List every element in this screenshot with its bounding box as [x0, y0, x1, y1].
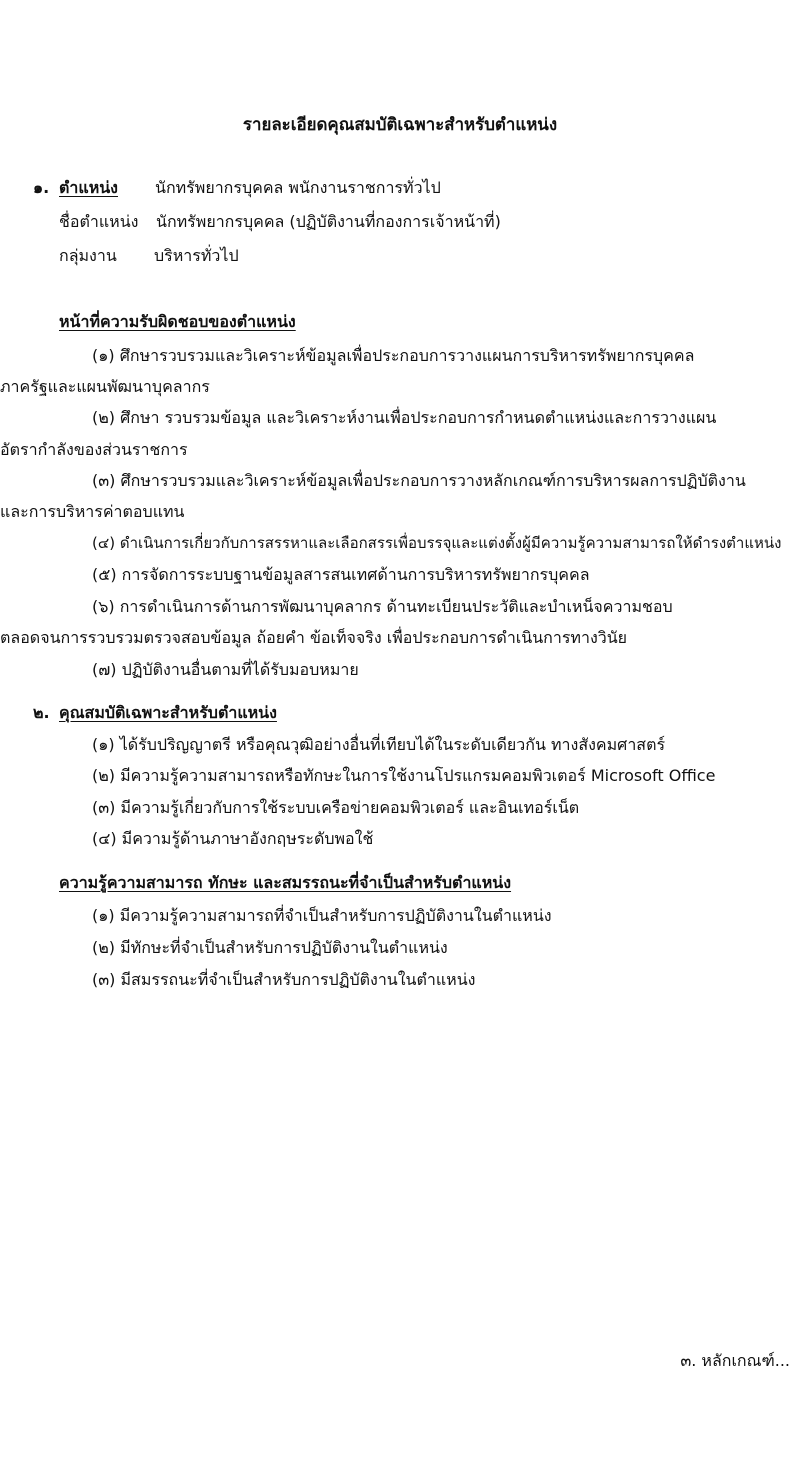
- duty-item-continuation: ตลอดจนการรวบรวมตรวจสอบข้อมูล ถ้อยคำ ข้อเท็จจริง เพื่อประกอบการดำเนินการทางวินัย: [0, 628, 628, 647]
- competency-item: (๒) มีทักษะที่จำเป็นสำหรับการปฏิบัติงานในตำแหน่ง: [92, 938, 448, 957]
- competency-item: (๓) มีสมรรถนะที่จำเป็นสำหรับการปฏิบัติงานในตำแหน่ง: [92, 970, 476, 989]
- qualifications-heading-row: [33, 703, 277, 722]
- position-row: [33, 178, 441, 197]
- position-number: ๑.: [33, 178, 50, 197]
- competency-item: (๑) มีความรู้ความสามารถที่จำเป็นสำหรับการปฏิบัติงานในตำแหน่ง: [92, 906, 552, 925]
- qualification-item: (๑) ได้รับปริญญาตรี หรือคุณวุฒิอย่างอื่นที่เทียบได้ในระดับเดียวกัน ทางสังคมศาสตร์: [92, 735, 666, 754]
- duty-item: (๑) ศึกษารวบรวมและวิเคราะห์ข้อมูลเพื่อประกอบการวางแผนการบริหารทรัพยากรบุคคล: [92, 346, 695, 365]
- duty-item: (๓) ศึกษารวบรวมและวิเคราะห์ข้อมูลเพื่อประกอบการวางหลักเกณฑ์การบริหารผลการปฏิบัติงาน: [92, 471, 746, 490]
- duty-item-continuation: และการบริหารค่าตอบแทน: [0, 502, 185, 521]
- document-title: รายละเอียดคุณสมบัติเฉพาะสำหรับตำแหน่ง: [242, 114, 558, 134]
- duty-item: (๗) ปฏิบัติงานอื่นตามที่ได้รับมอบหมาย: [92, 660, 359, 679]
- position-group-row: [59, 246, 239, 265]
- qualification-item: (๓) มีความรู้เกี่ยวกับการใช้ระบบเครือข่ายคอมพิวเตอร์ และอินเทอร์เน็ต: [92, 798, 580, 817]
- position-group-value: บริหารทั่วไป: [154, 246, 239, 265]
- position-value: นักทรัพยากรบุคคล พนักงานราชการทั่วไป: [155, 178, 441, 197]
- qualification-item: (๔) มีความรู้ด้านภาษาอังกฤษระดับพอใช้: [92, 829, 374, 848]
- duty-item: (๕) การจัดการระบบฐานข้อมูลสารสนเทศด้านการบริหารทรัพยากรบุคคล: [92, 565, 590, 584]
- position-name-row: [59, 212, 501, 231]
- duty-item: (๔) ดำเนินการเกี่ยวกับการสรรหาและเลือกสรรเพื่อบรรจุและแต่งตั้งผู้มีความรู้ความสามารถให้ดำรงตำแหน่ง: [92, 534, 782, 552]
- position-group-label: กลุ่มงาน: [59, 246, 117, 265]
- duty-item-continuation: อัตรากำลังของส่วนราชการ: [0, 440, 188, 459]
- position-name-value: นักทรัพยากรบุคคล (ปฏิบัติงานที่กองการเจ้าหน้าที่): [156, 212, 501, 231]
- position-name-label: ชื่อตำแหน่ง: [59, 212, 139, 231]
- competencies-heading: ความรู้ความสามารถ ทักษะ และสมรรถนะที่จำเป็นสำหรับตำแหน่ง: [59, 873, 512, 892]
- continuation-note: ๓. หลักเกณฑ์...: [680, 1351, 790, 1370]
- duty-item: (๒) ศึกษา รวบรวมข้อมูล และวิเคราะห์งานเพื่อประกอบการกำหนดตำแหน่งและการวางแผน: [92, 408, 717, 427]
- duties-heading: หน้าที่ความรับผิดชอบของตำแหน่ง: [59, 312, 296, 331]
- qualifications-heading: คุณสมบัติเฉพาะสำหรับตำแหน่ง: [59, 703, 277, 722]
- qualification-item: (๒) มีความรู้ความสามารถหรือทักษะในการใช้งานโปรแกรมคอมพิวเตอร์ Microsoft Office: [92, 766, 716, 785]
- qualifications-number: ๒.: [33, 703, 50, 722]
- duty-item-continuation: ภาครัฐและแผนพัฒนาบุคลากร: [0, 377, 210, 396]
- duty-item: (๖) การดำเนินการด้านการพัฒนาบุคลากร ด้านทะเบียนประวัติและบำเหน็จความชอบ: [92, 597, 673, 616]
- position-label: ตำแหน่ง: [59, 178, 118, 197]
